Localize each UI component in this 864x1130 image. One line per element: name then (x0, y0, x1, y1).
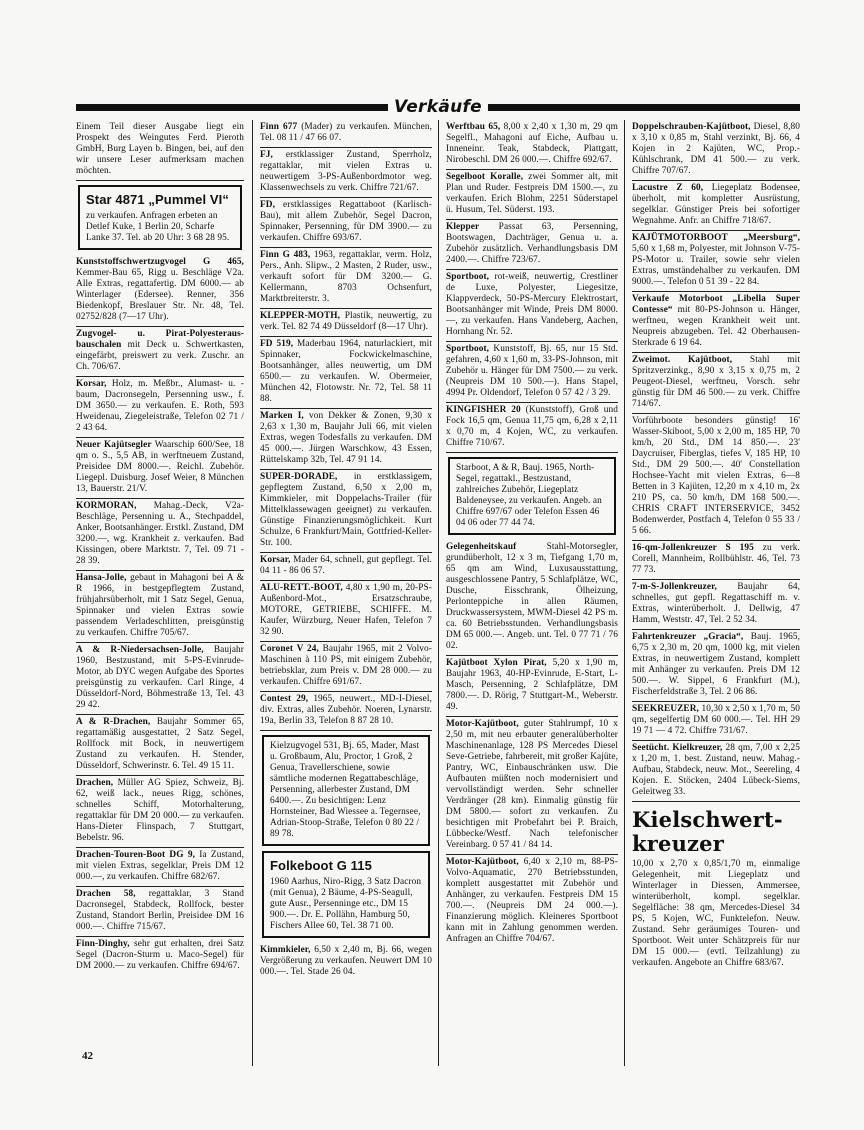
classified-ad (76, 571, 244, 643)
ad-headline: Lacustre Z 60, (632, 183, 704, 193)
classified-ad (260, 642, 432, 692)
classified-ad (76, 327, 244, 377)
ad-text: mit Deck u. Schwertkasten, eingefärbt, preiswert zu verk. Zuschr. an Ch. 706/67. (76, 340, 244, 372)
classified-ad (446, 270, 618, 342)
ad-headline: A & R-Drachen, (76, 717, 151, 727)
classified-ad (446, 120, 618, 170)
ad-headline: KLEPPER-MOTH, (260, 311, 341, 321)
classified-ad (76, 255, 244, 327)
ad-text: Waarschip 600/See, 18 qm o. S., 5,5 AB, in werftneuem Zustand, Preisidee DM 8000.—. Reichl. Zubehör. Liegepl. Duisburg. Josef Weier, 8 München 13, Bauerstr. 21/V. (76, 440, 244, 494)
ad-headline: Coronet V 24, (260, 644, 319, 654)
classified-ad (446, 855, 618, 948)
classified-ad (76, 643, 244, 715)
ad-headline: Hansa-Jolle, (76, 573, 127, 583)
classified-ad (76, 499, 244, 571)
ad-display-headline: Kielschwert-kreuzer (632, 807, 783, 856)
classified-ad (76, 937, 244, 975)
classified-ad (632, 541, 800, 580)
classified-ad (76, 377, 244, 438)
ad-text: 6,40 x 2,10 m, 88-PS-Volvo-Aquamatic, 270 Betriebsstunden, komplett ausgestattet mit Zubehör und Anhänger, zu verkaufen. Festpreis DM 15 700.—. (Neupreis DM 24 000.—). Finanzierung möglich. Kleineres Sportboot kann mit in Zahlung genommen werden. Anfragen an Chiffre 704/67. (446, 857, 618, 944)
ad-text: Bauj. 1965, 6,75 x 2,30 m, 20 qm, 1000 kg, mit vielen Extras, in neuwertigem Zustand, komplett mit Anhänger zu verkaufen. Preis DM 12 500.—. W. Sippel, 6 Frankfurt (M.), Fischerfeldstraße 3, Tel. 2 06 86. (632, 632, 800, 697)
ad-text: Stahl-Motorsegler, grundüberholt, 12 x 3 m, Tiefgang 1,70 m, 65 qm am Wind, Luxusausstattung, ausgeschlossene Pantry, 5 Schlafplätze, WC, Dusche, Eisschrank, Ölheizung, Perlonteppiche in allen Räumen, Druckwassersystem, MWM-Diesel 42 PS m. ca. 60 Betriebsstunden. Verhandlungsbasis DM 65 000.—. Angeb. unt. Tel. 0 77 71 / 76 02. (446, 542, 618, 651)
ad-text: Ia Zustand, mit vielen Extras, segelklar, Preis DM 12 000.—, zu verkaufen. Chiffre 682/67. (76, 850, 244, 882)
ad-text: (Kunststoff), Groß und Fock 16,5 qm, Genua 11,75 qm, 6,28 x 2,11 x 0,70 m, 4 Kojen, WC, zu verkaufen. Chiffre 710/67. (446, 405, 618, 448)
ad-text: 5,20 x 1,90 m, Baujahr 1963, 40-HP-Evinrude, E-Start, L-Masch, Persenning, 2 Schlafplätze, DM 7800.—. D. Rörig, 7 Stuttgart-M., Weberstr. 49. (446, 658, 618, 712)
ad-headline: Motor-Kajütboot, (446, 857, 519, 867)
column-divider (438, 120, 439, 1066)
classified-ad (632, 181, 800, 231)
classified-ad (260, 309, 432, 337)
ad-text: erstklassiges Regattaboot (Karlisch-Bau), mit allem Zubehör, Segel Dacron, Spinnaker, Persenning, für DM 3900.— zu verkaufen. Chiffre 693/67. (260, 200, 432, 243)
ad-text: Kunststoff, Bj. 65, nur 15 Std. gefahren, 4,60 x 1,60 m, 33-PS-Johnson, mit Zubehör u. Hänger für DM 7500.— zu verk. (Neupreis DM 10 500.—). Hans Stapel, 4994 Pr. Oldendorf, Telefon 0 57 42 / 3 29. (446, 344, 618, 398)
ad-text: zu verk. Corell, Mannheim, Rollbühlstr. 46, Tel. 73 77 73. (632, 543, 800, 575)
classified-ad (446, 220, 618, 270)
ad-headline: Finn 677 (260, 122, 298, 132)
ad-headline: Korsar, (76, 379, 107, 389)
ad-text: Diesel, 8,80 x 3,10 x 0,85 m, Stahl verzinkt, Bj. 66, 4 Kojen in 2 Kajüten, WC, Prop.-Kühlschrank, DM 41 500.— zu verk. Chiffre 707/67. (632, 122, 800, 176)
classified-ad (632, 231, 800, 292)
classified-ad (260, 337, 432, 409)
boxed-ad (262, 735, 430, 846)
ad-headline: Klepper (446, 222, 480, 232)
classified-ad (632, 802, 800, 972)
ad-headline: KAJÜTMOTORBOOT „Meersburg“, (632, 233, 800, 243)
classified-ad (260, 470, 432, 553)
classified-ad (260, 248, 432, 309)
ad-text: Mahag.-Deck, V2a-Beschläge, Persenning u. A., Stechpaddel, Anker, Bootsanhänger. Erstkl. Zustand, DM 3200.—, wg. Krankheit z. verkaufen. Bad Kissingen, obere Marktstr. 7, Tel. 09 71 - 28 39. (76, 501, 244, 566)
ad-headline: Sportboot, (446, 344, 490, 354)
ad-text: sehr gut erhalten, drei Satz Segel (Dacron-Sturm u. Maco-Segel) für DM 2000.— zu verkaufen. Chiffre 694/67. (76, 939, 244, 971)
ad-text: Müller AG Spiez, Schweiz, Bj. 62, weiß lack., neues Rigg, schönes, schnelles Schiff, Motorhalterung, regattaklar für DM 20 000.— zu verkaufen. Hans-Dieter Flinspach, 7 Stuttgart, Bebelstr. 96. (76, 778, 244, 843)
column-1 (76, 120, 244, 975)
classified-ad (446, 540, 618, 656)
ad-headline: Finn-Dinghy, (76, 939, 130, 949)
ad-text: mit 80-PS-Johnson u. Hänger, werftneu, wegen Krankheit weit unt. Neupreis abzugeben. Tel. 42 Oberhausen-Sterkrade 6 19 64. (632, 305, 800, 348)
classified-ad (632, 353, 800, 414)
ad-text: Kielzugvogel 531, Bj. 65, Mader, Mast u. Großbaum, Alu, Proctor, 1 Groß, 2 Genua, Travellerschiene, sowie sämtliche modernen Regattabeschläge, Persenning, allerbester Zustand, DM 6400.—. Zu besichtigen: Lenz Hornsteiner, Bad Wiessee a. Tegernsee, Adrian-Stoop-Straße, Telefon 0 80 22 / 89 78. (270, 741, 421, 839)
ad-headline: Doppelschrauben-Kajütboot, (632, 122, 751, 132)
ad-headline: Contest 29, (260, 694, 309, 704)
ad-text: 8,00 x 2,40 x 1,30 m, 29 qm Segelfl., Mahagoni auf Eiche, Aufbau u. Inneneinr. Teak, Stabdeck, Plattgatt, Nirobeschl. DM 26 000.—. Chiffre 692/67. (446, 122, 618, 165)
ad-headline: Star 4871 „Pummel VI“ (86, 192, 229, 207)
ad-text: Holz, m. Meßbr., Alumast- u. -baum, Dacronsegeln, Persenning usw., f. DM 3650.— zu verkaufen. E. Roth, 593 Hweidenau, Ziegeleistraße, Telefon 02 71 / 2 43 64. (76, 379, 244, 433)
classified-ad (632, 630, 800, 702)
ad-headline: Neuer Kajütsegler (76, 440, 152, 450)
ad-headline: Kimmkieler, (260, 945, 311, 955)
ad-text: 10,30 x 2,50 x 1,70 m, 50 qm, segelfertig DM 60 000.—. Tel. HH 29 19 71 — 4 72. Chiffre 731/67. (632, 704, 800, 736)
classified-ad (632, 741, 800, 802)
ad-headline: Werftbau 65, (446, 122, 501, 132)
ad-headline: A & R-Niedersachsen-Jolle, (76, 645, 204, 655)
ad-text: 1963, regattaklar, verm. Holz, Pers., Anh. Slipw., 2 Masten, 2 Ruder, usw., verkauft sofort für DM 3200.— G. Kellermann, 8703 Ochsenfurt, Marktbreiterstr. 3. (260, 250, 432, 304)
classified-ad (260, 581, 432, 642)
classified-ad (76, 887, 244, 937)
ad-headline: Sportboot, (446, 272, 490, 282)
ad-text: guter Stahlrumpf, 10 x 2,50 m, mit neu erbauter generalüberholter Maschinenanlage, 128 PS Mercedes Diesel Seve-Getriebe, fahrbereit, mit großer Kajüte, Pantry, WC, Einbauschränken usw. Die Aufbauten müßten noch modernisiert und vervollständigt werden. Sehr schneller Verdränger (28 km). Einmalig günstig für DM 5800.— sofort zu verkaufen. Zu besichtigen mit Probefahrt bei P. Braich, Lübbecke/Westf. Nach telefonischer Vereinbarg. 0 57 41 / 84 14. (446, 719, 618, 850)
classified-ad (260, 692, 432, 731)
ad-text: zwei Sommer alt, mit Plan und Ruder. Festpreis DM 1500.—, zu verkaufen. Erich Blohm, 2251 Süderstapel ü. Husum, Tel. Süderst. 193. (446, 172, 618, 215)
ad-headline: Seetücht. Kielkreuzer, (632, 743, 723, 753)
ad-text: 1960 Aarhus, Niro-Rigg, 3 Satz Dacron (mit Genua), 2 Bäume, 4-PS-Seagull, gute Ausr., Persenninge etc., DM 15 900.—. Dr. E. Pollähn, Hamburg 50, Fischers Allee 60, Tel. 38 71 00. (270, 877, 422, 931)
ad-headline: Finn G 483, (260, 250, 311, 260)
ad-headline: KINGFISHER 20 (446, 405, 521, 415)
ad-text: Baujahr 64, schnelles, gut gepfl. Regattaschiff m. v. Extras, winterüberholt. J. Dellwig, 47 Hamm, Weststr. 47, Tel. 2 52 34. (632, 582, 800, 625)
ad-text: Plastik, neuwertig, zu verk. Tel. 82 74 49 Düsseldorf (8—17 Uhr). (260, 311, 432, 332)
section-header (76, 98, 800, 118)
ad-headline: Segelboot Koralle, (446, 172, 524, 182)
ad-text: rot-weiß, neuwertig, Crestliner de Luxe, Polyester, Liegesitze, Klappverdeck, 50-PS-Mercury Elektrostart, Bootsanhänger mit Winde, Preis DM 8000.—, zu verkaufen. Hans Vandeberg, Aachen, Hornhang Nr. 52. (446, 272, 618, 337)
classified-ad (446, 170, 618, 220)
ad-headline: Fahrtenkreuzer „Gracia“, (632, 632, 744, 642)
column-2 (260, 120, 432, 981)
ad-text: 5,60 x 1,68 m, Polyester, mit Johnson V-75-PS-Motor u. Trailer, sowie sehr vielen Extras, umständehalber zu verkaufen. DM 9000.—. Telefon 0 51 39 - 22 84. (632, 244, 800, 287)
ad-headline: Kunststoffschwertzugvogel G 465, (76, 257, 244, 267)
ad-headline: Motor-Kajütboot, (446, 719, 519, 729)
ad-text: von Dekker & Zonen, 9,30 x 2,63 x 1,30 m, Baujahr Juli 66, mit vielen Extras, wegen Todesfalls zu verkaufen. DM 45 000.—. Jürgen Warschkow, 43 Essen, Rüttelskamp 32b, Tel. 47 91 14. (260, 411, 433, 465)
ad-text: Starboot, A & R, Bauj. 1965, North-Segel, regattakl., Bestzustand, zahlreiches Zubehör, Liegeplatz Baldeneysee, zu verkaufen. Angeb. an Chiffre 697/67 oder Telefon Essen 46 04 06 oder 77 44 74. (456, 463, 602, 528)
classified-ad (76, 120, 244, 181)
classified-ad (260, 409, 432, 470)
ad-text: zu verkaufen. Anfragen erbeten an Detlef Kuke, 1 Berlin 20, Scharfe Lanke 37. Tel. ab 20 Uhr: 3 68 28 95. (86, 211, 230, 243)
classified-ad (260, 553, 432, 581)
classified-ad (260, 120, 432, 148)
ad-text: 6,50 x 2,40 m, Bj. 66, wegen Vergrößerung zu verkaufen. Neuwert DM 10 000.—. Tel. Stade 26 04. (260, 945, 432, 977)
ad-headline: Zweimot. Kajütboot, (632, 355, 733, 365)
classified-ad (632, 414, 800, 541)
ad-text: Liegeplatz Bodensee, überholt, mit kompletter Ausrüstung, segelklar. Günstiger Preis bei sofortiger Wegnahme. Anfr. an Chiffre 718/67. (632, 183, 800, 226)
ad-headline: Korsar, (260, 555, 291, 565)
boxed-ad (78, 185, 242, 250)
classified-ad (446, 342, 618, 403)
classified-ad (260, 148, 432, 198)
ad-text: Vorführboote besonders günstig! 16' Wasser-Skiboot, 5,00 x 2,00 m, 185 HP, 70 km/h, 20 Std., DM 14 850.—. 23' Daycruiser, Fiberglas, tiefes V, 185 HP, 10 Std., DM 29 500.—. 40' Constellation Hochsee-Yacht mit vielen Extras, 6—8 Betten in 3 Kajüten, 12,20 m x 4,10 m, 2x 210 PS, ca. 50 km/h, DM 168 500.—. CHRIS CRAFT INTERSERVICE, 3452 Bodenwerder, Postfach 4, Telefon 0 55 33 / 5 66. (632, 416, 800, 536)
ad-text: 10,00 x 2,70 x 0,85/1,70 m, einmalige Gelegenheit, mit Liegeplatz und Winterlager in Diessen, Ammersee, winterüberholt, kompl. segelklar. Segelfläche: 38 qm, Mercedes-Diesel 34 PS, 5 Kojen, WC, Funktelefon. Neuw. Zustand. Sehr geräumiges Touren- und Sportboot. Weit unter Schätzpreis für nur DM 15 000.— (evtl. Teilzahlung) zu verkaufen. Angebote an Chiffre 683/67. (632, 859, 800, 968)
classified-ad (632, 580, 800, 630)
ad-text: 28 qm, 7,00 x 2,25 x 1,20 m, 1. best. Zustand, neuw. Mahag.-Aufbau, Stabdeck, neuw. Mot., Seereling, 4 Kojen. E. Stöcken, 2404 Lübeck-Siems, Geleitweg 33. (632, 743, 800, 797)
ad-text: Einem Teil dieser Ausgabe liegt ein Prospekt des Weingutes Ferd. Pieroth GmbH, Burg Layen b. Bingen, bei, auf den wir unsere Leser aufmerksam machen möchten. (76, 122, 244, 176)
classified-ad (260, 198, 432, 248)
classified-ad (76, 848, 244, 887)
classified-ad (76, 776, 244, 848)
ad-text: 1965, neuwert., MD-I-Diesel, div. Extras, alles Zubehör. Noeren, Lynarstr. 19a, Berlin 33, Telefon 8 87 28 10. (260, 694, 432, 726)
ad-text: Baujahr 1960, Bestzustand, mit 5-PS-Evinrude-Motor, ab DYC wegen Aufgabe des Sportes preisgünstig zu verkaufen. Carl Ringe, 4 Düsseldorf-Nord, Böhmestraße 13, Tel. 43 29 42. (76, 645, 244, 710)
ad-headline: Marken I, (260, 411, 304, 421)
ad-text: Passat 63, Persenning, Bootswagen, Dachträger, Genua u. a. Zubehör zusätzlich. Verhandlungsbasis DM 2400.—. Chiffre 723/67. (446, 222, 618, 265)
ad-headline: SUPER-DORADE, (260, 472, 338, 482)
ad-headline: FD 519, (260, 339, 294, 349)
boxed-ad (262, 851, 430, 938)
classified-ad (76, 438, 244, 499)
boxed-ad (448, 457, 616, 535)
classified-ad (446, 656, 618, 717)
column-4 (632, 120, 800, 972)
ad-headline: Zugvogel- u. Pirat-Polyesteraus-bauschalen (76, 329, 244, 350)
ad-headline: 16-qm-Jollenkreuzer S 195 (632, 543, 754, 553)
ad-headline: SEEKREUZER, (632, 704, 699, 714)
ad-headline: Kajütboot Xylon Pirat, (446, 658, 547, 668)
ad-text: Baujahr Sommer 65, regattamäßig ausgestattet, 2 Satz Segel, Rollfock mit Bock, in neuwertigem Zustand zu verkaufen. H. Stender, Düsseldorf, Schwerinstr. 6. Tel. 49 15 11. (76, 717, 244, 771)
classified-ad (260, 943, 432, 981)
classified-ad (446, 403, 618, 453)
classified-ad (632, 292, 800, 353)
classified-ad (632, 702, 800, 741)
classified-ad (76, 715, 244, 776)
ad-headline: KORMORAN, (76, 501, 137, 511)
page-number: 42 (82, 1050, 93, 1062)
column-3 (446, 120, 618, 948)
ad-headline: Gelegenheitskauf (446, 542, 517, 552)
column-divider (252, 120, 253, 1066)
ad-text: Kemmer-Bau 65, Rigg u. Beschläge V2a. Alle Extras, regattafertig. DM 6000.— ab Winterlager (Edersee). Renner, 356 Biedenkopf, Breslauer Str. Nr. 48, Tel. 02752/828 (7—17 Uhr). (76, 268, 244, 322)
ad-headline: Drachen 58, (76, 889, 136, 899)
ad-headline: 7-m-S-Jollenkreuzer, (632, 582, 717, 592)
classified-ad (446, 717, 618, 855)
ad-text: 4,80 x 1,90 m, 20-PS-Außenbord-Mot., Ersatzschraube, MOTORE, GETRIEBE, SCHIFFE. M. Kaufer, Würzburg, Neuer Hafen, Telefon 7 32 90. (260, 583, 432, 637)
ad-headline: FD, (260, 200, 276, 210)
column-divider (624, 120, 625, 1066)
ad-text: (Mader) zu verkaufen. München, Tel. 08 11 / 47 66 07. (260, 122, 432, 143)
ad-headline: Drachen, (76, 778, 114, 788)
ad-headline: ALU-RETT.-BOOT, (260, 583, 343, 593)
ad-headline: Drachen-Touren-Boot DG 9, (76, 850, 195, 860)
ad-text: regattaklar, 3 Stand Dacronsegel, Stabdeck, Rollfock, bester Zustand, Standort Berlin, Preisidee DM 16 000.—. Chiffre 715/67. (76, 889, 244, 932)
classified-ad (632, 120, 800, 181)
ad-text: Stahl mit Spritzverzinkg., 8,90 x 3,15 x 0,75 m, 2 Peugeot-Diesel, werftneu, Vorsch. sehr günstig für DM 46 500.— zu verk. Chiffre 714/67. (632, 355, 800, 409)
ad-text: in erstklassigem, gepflegtem Zustand, 6,50 x 2,00 m, Kimmkieler, mit Doppelachs-Trailer (für Mittelklassewagen geeignet) zu verkaufen. Günstige Finanzierungsmöglichkeit. Kurt Schulze, 6 Frankfurt/Main, Gottfried-Keller-Str. 100. (260, 472, 432, 548)
ad-text: erstklassiger Zustand, Sperrholz, regattaklar, mit vielen Extras u. neuwertigem 3-PS-Außenbordmotor weg. Klassenwechsels zu verk. Chiffre 721/67. (260, 150, 432, 193)
section-title: Verkäufe (388, 96, 488, 118)
ad-text: Baujahr 1965, mit 2 Volvo-Maschinen à 110 PS, mit einigem Zubehör, betriebsklar, zum Preis v. DM 28 000.— zu verkaufen. Chiffre 691/67. (260, 644, 433, 687)
ad-text: gebaut in Mahagoni bei A & R 1966, in bestgepflegtem Zustand, frühjahrsüberholt, mit 1 Satz Segel, Genua, Spinnaker und vielen Extras sowie passendem Verladeschlitten, preisgünstig zu verkaufen. Chiffre 705/67. (76, 573, 244, 638)
ad-headline: FJ, (260, 150, 273, 160)
ad-text: Maderbau 1964, naturlackiert, mit Spinnaker, Fockwickelmaschine, Bootsanhänger, alles neuwertig, um DM 6500.— zu verkaufen. W. Obermeier, München 42, Flotowstr. Nr. 72, Tel. 58 11 88. (260, 339, 432, 404)
ad-text: Mader 64, schnell, gut gepflegt. Tel. 04 11 - 86 06 57. (260, 555, 432, 576)
ad-headline: Folkeboot G 115 (270, 858, 372, 873)
ad-headline: Verkaufe Motorboot „Libella Super Contesse“ (632, 294, 800, 315)
